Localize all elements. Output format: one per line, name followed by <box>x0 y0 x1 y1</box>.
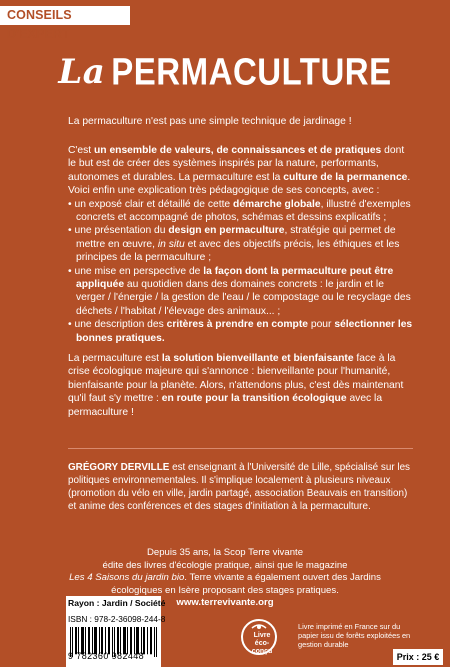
title-la: La <box>58 52 106 92</box>
text-run-italic: in situ <box>157 238 185 250</box>
text-run: • une description des <box>68 319 167 331</box>
author-bio <box>68 461 413 513</box>
text-run-bold: design en permaculture <box>168 225 285 237</box>
text-run: . Voici enfin une explication très pédagogique de ses concepts, avec : <box>68 171 411 197</box>
text-run-bold: la solution bienveillante et bienfaisante <box>161 353 354 364</box>
bullet-item <box>68 198 413 225</box>
publisher-line: Depuis 35 ans, la Scop Terre vivante <box>146 547 304 558</box>
text-run: pour <box>307 319 335 331</box>
author-bio-text: est enseignant à l'Université de Lille, spécialisé sur les politiques environnementales. Il s'implique localement à plusieurs niveaux (promotion du vélo en ville, jardin partagé, association Beauvais en transition) et anime des conférences et des stages d'initiation à la permaculture. <box>68 462 410 512</box>
text-run-bold: la façon dont la permaculture peut être appliquée <box>76 265 394 291</box>
text-run-bold: critères à prendre en compte <box>166 319 308 331</box>
title-main: PERMACULTURE <box>111 50 392 93</box>
description-paragraph <box>68 144 413 345</box>
logo-label: Livre éco-conçu <box>251 632 273 655</box>
series-tag: CONSEILS D'EXPERT <box>0 6 130 25</box>
book-title <box>0 52 450 92</box>
text-run-bold: culture de la permanence <box>283 171 408 183</box>
publisher-line: édite des livres d'écologie pratique, ainsi que le magazine <box>102 559 348 571</box>
magazine-title: Les 4 Saisons du jardin bio <box>69 572 185 584</box>
solution-paragraph <box>68 352 413 419</box>
publisher-url[interactable]: www.terrevivante.org <box>176 597 274 609</box>
text-run: • un exposé clair et détaillé de cette <box>68 198 234 210</box>
bullet-item <box>68 318 413 345</box>
text-run: face à la crise écologique majeure qui s'annonce : bienveillante pour l'humanité, bienfaisante pour la planète. Alors, n'attendons plus, c'est dès maintenant qu'il faut s'y mettre : <box>68 353 404 405</box>
text-run: , stratégie qui permet de mettre en œuvre, <box>76 225 396 250</box>
rayon-label: Rayon : Jardin / Société <box>68 598 166 608</box>
text-run: , illustré d'exemples concrets et accompagné de photos, schémas et dessins explicatifs ; <box>76 198 411 224</box>
text-run: . Terre vivante a également ouvert des Jardins <box>184 572 381 584</box>
text-run-bold: sélectionner les bonnes pratiques. <box>76 319 413 344</box>
price-tag: Prix : 25 € <box>393 649 443 665</box>
intro-paragraph: La permaculture n'est pas une simple technique de jardinage ! <box>68 116 352 127</box>
publisher-line <box>60 572 390 585</box>
text-run-bold: un ensemble de valeurs, de connaissances et de pratiques <box>94 145 382 156</box>
text-run-bold: en route pour la transition écologique <box>161 393 347 405</box>
text-run: C'est <box>68 145 94 156</box>
divider <box>68 448 413 449</box>
text-run: avec la permaculture ! <box>68 393 383 418</box>
publisher-line: écologiques en Isère proposant des stages pratiques. <box>111 584 339 596</box>
print-note: Livre imprimé en France sur du papier issu de forêts exploitées en gestion durable <box>298 622 411 649</box>
bullet-item <box>68 224 413 264</box>
text-run-bold: démarche globale <box>233 198 321 210</box>
text-run: au quotidien dans des domaines concrets : le jardin et le verger / l'énergie / la gestion de l'eau / le compostage ou le recyclage des déchets / l'habitat / l'élevage des animaux... ; <box>76 279 411 317</box>
text-run: et avec des objectifs précis, les éthiques et les principes de la permaculture ; <box>76 238 400 264</box>
text-run: dont le but est de créer des systèmes inspirés par la nature, performants, autonomes et durables. La permaculture est la <box>68 145 405 183</box>
isbn-label: ISBN : 978-2-36098-244-8 <box>68 614 166 624</box>
text-run: • une mise en perspective de <box>68 265 204 277</box>
author-name: GRÉGORY DERVILLE <box>68 462 170 473</box>
text-run: La permaculture est <box>68 353 162 364</box>
text-run: • une présentation du <box>68 225 169 237</box>
bullet-item <box>68 265 413 319</box>
barcode-number: 9 782360 982448 <box>68 651 145 661</box>
